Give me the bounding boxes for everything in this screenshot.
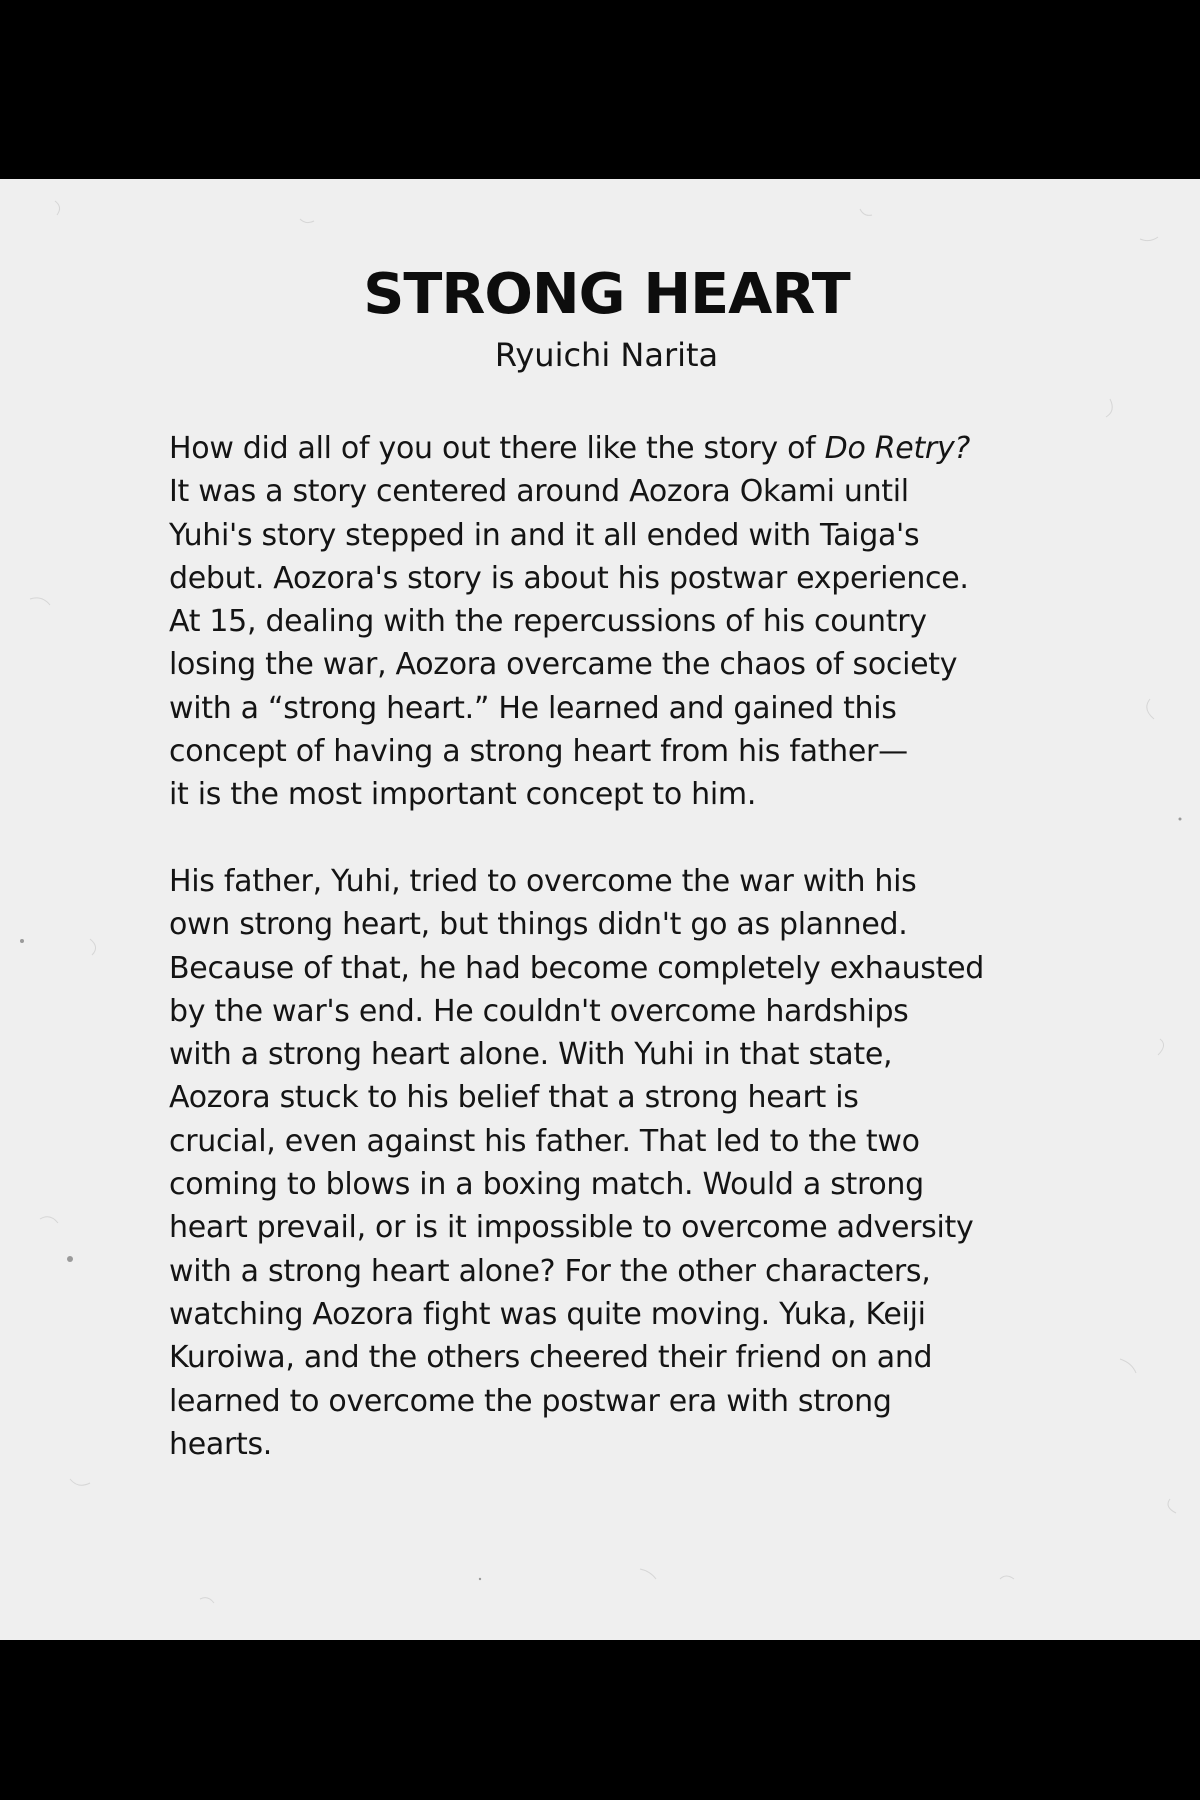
paragraph-1-line: At 15, dealing with the repercussions of his country [169,604,927,640]
line-1-text: How did all of you out there like the story of [169,431,825,466]
paragraph-2-line: Kuroiwa, and the others cheered their friend on and [169,1340,933,1376]
paragraph-2-line: with a strong heart alone. With Yuhi in that state, [169,1037,893,1073]
paragraph-1-line: it is the most important concept to him. [169,777,757,813]
paragraph-2-line: own strong heart, but things didn't go as planned. [169,907,908,943]
paper-page [0,179,1200,1640]
paragraph-1-line: with a “strong heart.” He learned and gained this [169,690,897,726]
paragraph-2-line: Aozora stuck to his belief that a strong heart is [169,1080,859,1116]
paragraph-2-line: coming to blows in a boxing match. Would a strong [169,1167,924,1203]
paragraph-1-line: debut. Aozora's story is about his postwar experience. [169,560,969,596]
paragraph-2-line: heart prevail, or is it impossible to overcome adversity [169,1210,974,1246]
top-black-bar [0,0,1200,179]
article-body [169,427,1069,1466]
page-title: STRONG HEART [363,262,850,327]
paragraph-2-line: watching Aozora fight was quite moving. Yuka, Keiji [169,1296,926,1332]
paragraph-1-line-1 [169,427,1069,470]
paragraph-1-line: Yuhi's story stepped in and it all ended with Taiga's [169,517,920,553]
author-name: Ryuichi Narita [494,336,719,374]
paragraph-2-line: hearts. [169,1426,273,1462]
paragraph-2-line: learned to overcome the postwar era with strong [169,1383,892,1419]
story-title-italic: Do Retry? [824,431,971,466]
paragraph-1-line: concept of having a strong heart from his father— [169,734,908,770]
paragraph-2-line: Because of that, he had become completely exhausted [169,950,984,986]
paragraph-2-line: by the war's end. He couldn't overcome hardships [169,993,909,1029]
paragraph-1-line: losing the war, Aozora overcame the chaos of society [169,647,958,683]
paragraph-1-line: It was a story centered around Aozora Okami until [169,474,909,510]
paragraph-2-line: with a strong heart alone? For the other characters, [169,1253,931,1289]
paragraph-spacer [169,817,1069,860]
bottom-black-bar [0,1640,1200,1800]
paragraph-2-line: crucial, even against his father. That led to the two [169,1123,920,1159]
paragraph-2-line: His father, Yuhi, tried to overcome the war with his [169,863,917,899]
